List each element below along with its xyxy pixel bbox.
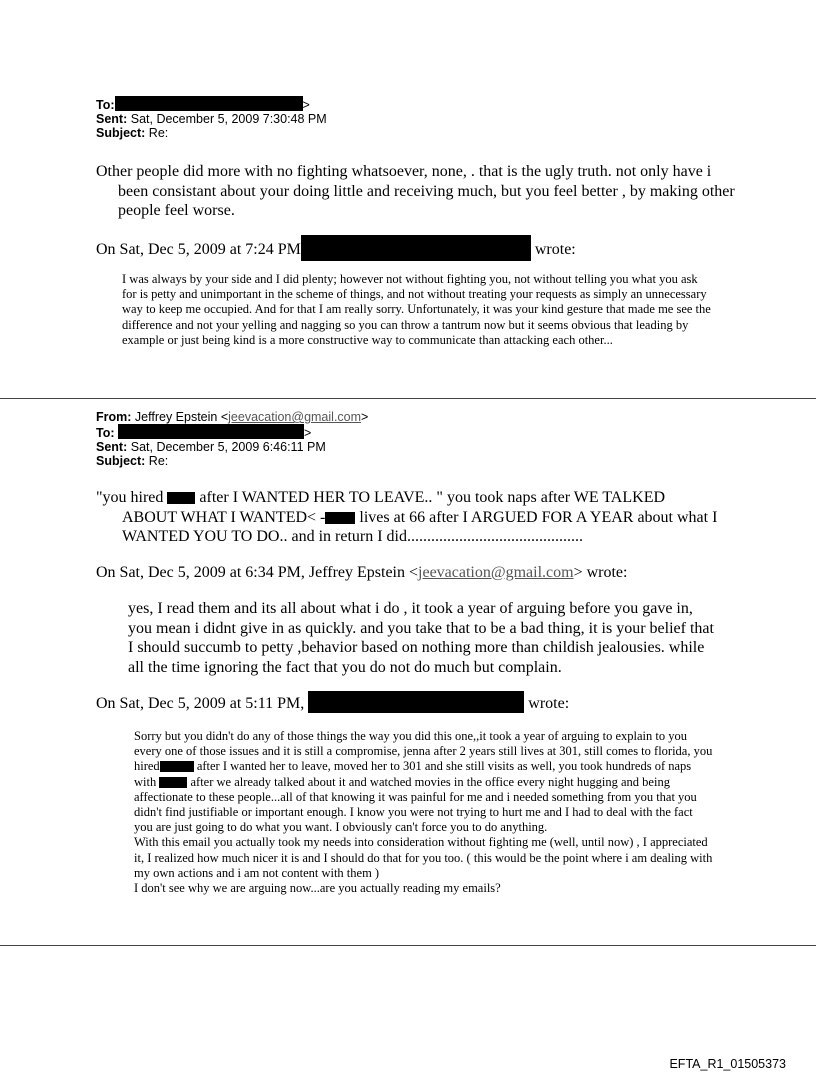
nested-quote-paragraph: With this email you actually took my needs into consideration without fighting me (well, until now) , I appreciated it, I realized how much nicer it is and I should do that for you too. ( this would be the point where i am dealing with my own actions and i am not content with them ) (134, 835, 713, 880)
subject-label: Subject: (96, 126, 146, 140)
to-tail: > (302, 98, 310, 112)
email-separator (0, 945, 816, 946)
quote-intro-wrote: wrote: (534, 241, 576, 258)
email1-header (96, 96, 327, 140)
nested-text-a: Sorry but you didn't do any of those things the way you did this one,,it took a year of arguing to explain to you every one of those issues and it is still a compromise, jenna after 2 years still lives at 301, still comes to florida, you hired (134, 729, 713, 774)
email-separator (0, 398, 816, 399)
email1-sent-line (96, 112, 327, 126)
quote-intro-wrote: > wrote: (573, 564, 628, 581)
email2-nested-quote (134, 729, 714, 896)
subject-label: Subject: (96, 454, 146, 468)
sent-label: Sent: (96, 440, 128, 454)
from-tail: > (361, 410, 369, 424)
redaction-block (308, 691, 524, 713)
document-id: EFTA_R1_01505373 (669, 1057, 786, 1071)
subject-value: Re: (148, 126, 169, 140)
from-label: From: (96, 410, 132, 424)
nested-text-c: after we already talked about it and watched movies in the office every night hugging and being affectionate to these people...all of that knowing it was painful for me and i needed something from you that you didn't find justifiable or important enough. I know you were not trying to hurt me and I had to deal with the fact you are just going to do what you want. I obviously can't force you to do anything. (134, 774, 697, 835)
email2-quote-intro-2 (96, 691, 569, 714)
sent-value: Sat, December 5, 2009 6:46:11 PM (130, 440, 326, 454)
email1-body: Other people did more with no fighting whatsoever, none, . that is the ugly truth. not only have i been consistant about your doing little and receiving much, but you feel better , by making other people feel worse. (96, 163, 735, 219)
body-text-a: "you hired (96, 489, 164, 506)
nested-quote-paragraph (134, 729, 714, 835)
quote-intro-wrote: wrote: (528, 695, 570, 712)
email2-quoted-reply: yes, I read them and its all about what i do , it took a year of arguing before you gave in, you mean i didnt give in as quickly. and you take that to be a bad thing, it is your belief that I should succumb to petty ,behavior based on nothing more than childish jealousies. while all the time ignoring the fact that you do not do much but complain. (128, 600, 714, 676)
email2-quote-intro (96, 563, 627, 583)
to-label: To: (96, 98, 115, 112)
email2-sent-line (96, 440, 368, 454)
nested-quote-paragraph: I don't see why we are arguing now...are you actually reading my emails? (134, 881, 501, 896)
from-name: Jeffrey Epstein < (134, 410, 229, 424)
email2-body (96, 488, 722, 547)
from-email-link[interactable]: jeevacation@gmail.com (228, 410, 362, 424)
subject-value: Re: (148, 454, 169, 468)
quote-intro-text: On Sat, Dec 5, 2009 at 5:11 PM, (96, 695, 305, 712)
to-tail: > (304, 426, 312, 440)
email2-from-line (96, 410, 368, 424)
nested-text-b: after I wanted her to leave, moved her to 301 and she still visits as well, you took hundreds of naps with (134, 759, 692, 789)
email2-subject-line (96, 454, 368, 468)
email2-to-line (96, 424, 368, 440)
redaction-block (159, 777, 187, 788)
email2-header (96, 410, 368, 468)
redaction-block (167, 492, 195, 504)
redaction-block (115, 96, 303, 111)
redaction-block (160, 761, 194, 772)
quote-intro-text: On Sat, Dec 5, 2009 at 7:24 PM (96, 241, 301, 258)
email1-to-line (96, 96, 327, 112)
redaction-block (301, 235, 531, 261)
email1-subject-line (96, 126, 327, 140)
body-text-b: after I WANTED HER TO LEAVE.. " you took naps after WE TALKED ABOUT WHAT I WANTED< - (122, 489, 666, 526)
email1-quote-intro (96, 235, 576, 261)
email1-quoted-text: I was always by your side and I did plenty; however not without fighting you, not without telling you what you ask for is petty and unimportant in the scheme of things, and not without treating your requests as simply an unnecessary way to keep me occupied. And for that I am really sorry. Unfortunately, it was your kind gesture that made me see the difference and not your yelling and nagging so you can throw a tantrum now but it seems obvious that leading by example or just being kind is a more constructive way to communicate than attacking each other... (122, 272, 711, 347)
quote-intro-text: On Sat, Dec 5, 2009 at 6:34 PM, Jeffrey Epstein < (96, 564, 419, 581)
redaction-block (118, 424, 304, 439)
sent-label: Sent: (96, 112, 128, 126)
to-label: To: (96, 426, 115, 440)
body-text-c: lives at 66 after I ARGUED FOR A YEAR about what I WANTED YOU TO DO.. and in return I did............................................ (122, 508, 718, 545)
redaction-block (325, 512, 355, 524)
sent-value: Sat, December 5, 2009 7:30:48 PM (130, 112, 327, 126)
quote-intro-email-link[interactable]: jeevacation@gmail.com (418, 564, 574, 581)
